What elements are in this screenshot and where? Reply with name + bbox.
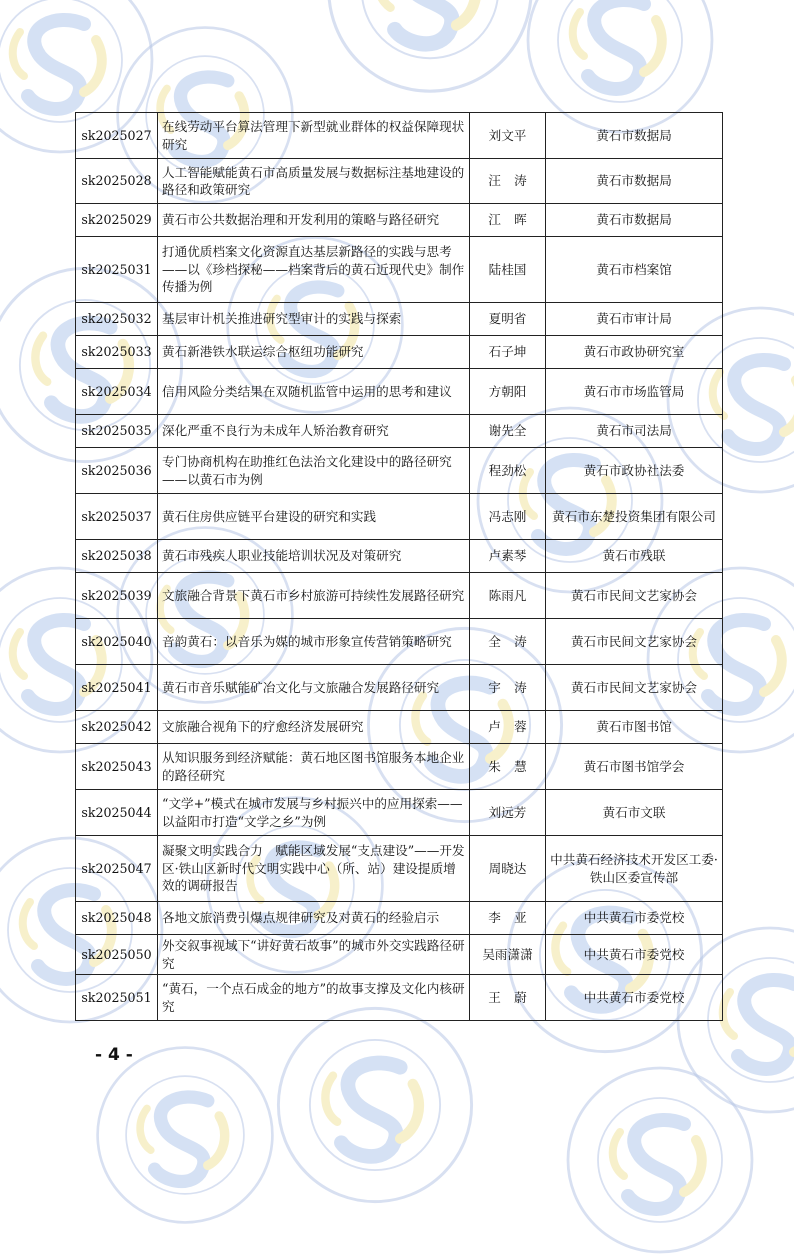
project-title-cell: 从知识服务到经济赋能：黄石地区图书馆服务本地企业的路径研究 [158,744,470,790]
project-title-cell: 外交叙事视域下“讲好黄石故事”的城市外交实践路径研究 [158,935,470,975]
project-lead-name: 陆桂国 [488,261,527,277]
project-organization-cell: 中共黄石市委党校 [546,975,723,1021]
project-title-cell: 黄石住房供应链平台建设的研究和实践 [158,494,470,540]
project-title-cell: 黄石市公共数据治理和开发利用的策略与路径研究 [158,204,470,237]
project-lead-name: 谢先全 [488,423,527,439]
project-title-cell: 打通优质档案文化资源直达基层新路径的实践与思考——以《珍档探秘——档案背后的黄石近现代史》制作传播为例 [158,237,470,303]
project-organization-cell: 黄石市司法局 [546,415,723,448]
table-row [76,159,723,204]
project-id-cell: sk2025042 [76,711,158,744]
project-organization-cell: 黄石市图书馆 [546,711,723,744]
watermark-stamp-icon [560,1060,760,1260]
project-lead-cell [470,113,546,159]
project-organization-cell: 黄石市文联 [546,790,723,836]
project-organization-cell: 黄石市档案馆 [546,237,723,303]
project-lead-cell [470,935,546,975]
project-lead-name: 刘文平 [488,127,527,143]
project-organization-cell: 中共黄石市委党校 [546,935,723,975]
project-id-cell: sk2025048 [76,902,158,935]
project-organization-cell: 中共黄石经济技术开发区工委·铁山区委宣传部 [546,836,723,902]
project-title-cell: 文旅融合视角下的疗愈经济发展研究 [158,711,470,744]
project-lead-name: 卢素琴 [488,548,527,564]
project-title-cell: “文学+”模式在城市发展与乡村振兴中的应用探索——以益阳市打造“文学之乡”为例 [158,790,470,836]
project-lead-cell [470,836,546,902]
project-lead-name: 夏明省 [488,311,527,327]
project-organization-cell: 黄石市东楚投资集团有限公司 [546,494,723,540]
project-id-cell: sk2025028 [76,159,158,204]
table-row [76,744,723,790]
project-organization-cell: 黄石市数据局 [546,204,723,237]
table-row [76,935,723,975]
project-lead-cell [470,790,546,836]
project-lead-cell [470,494,546,540]
project-lead-name: 宇涛 [488,679,540,695]
table-row [76,902,723,935]
project-lead-cell [470,369,546,415]
project-lead-name: 周晓达 [488,860,527,876]
table-row [76,665,723,711]
project-lead-cell [470,744,546,790]
project-lead-cell [470,415,546,448]
project-lead-cell [470,665,546,711]
project-id-cell: sk2025037 [76,494,158,540]
project-id-cell: sk2025031 [76,237,158,303]
project-title-cell: 黄石市残疾人职业技能培训状况及对策研究 [158,540,470,573]
table-row [76,711,723,744]
project-lead-cell [470,448,546,494]
project-lead-name: 朱慧 [488,758,540,774]
project-id-cell: sk2025032 [76,303,158,336]
project-lead-cell [470,303,546,336]
project-title-cell: 各地文旅消费引爆点规律研究及对黄石的经验启示 [158,902,470,935]
table-row [76,790,723,836]
project-id-cell: sk2025043 [76,744,158,790]
project-title-cell: 黄石市音乐赋能矿冶文化与文旅融合发展路径研究 [158,665,470,711]
project-id-cell: sk2025034 [76,369,158,415]
project-table [75,112,723,1021]
project-organization-cell: 黄石市政协研究室 [546,336,723,369]
table-row [76,540,723,573]
table-row [76,494,723,540]
project-organization-cell: 黄石市数据局 [546,113,723,159]
project-title-cell: 文旅融合背景下黄石市乡村旅游可持续性发展路径研究 [158,573,470,619]
project-lead-name: 汪涛 [488,173,540,189]
project-lead-name: 陈雨凡 [488,587,527,603]
project-lead-name: 李亚 [488,910,540,926]
watermark-stamp-icon [90,1040,280,1230]
project-id-cell: sk2025047 [76,836,158,902]
project-id-cell: sk2025036 [76,448,158,494]
project-lead-name: 冯志刚 [488,508,527,524]
project-title-cell: 专门协商机构在助推红色法治文化建设中的路径研究——以黄石市为例 [158,448,470,494]
table-row [76,573,723,619]
table-row [76,336,723,369]
project-lead-cell [470,619,546,665]
project-id-cell: sk2025040 [76,619,158,665]
project-title-cell: “黄石，一个点石成金的地方”的故事支撑及文化内核研究 [158,975,470,1021]
project-lead-cell [470,237,546,303]
project-title-cell: 在线劳动平台算法管理下新型就业群体的权益保障现状研究 [158,113,470,159]
project-title-cell: 信用风险分类结果在双随机监管中运用的思考和建议 [158,369,470,415]
project-lead-name: 全涛 [488,633,540,649]
table-row [76,113,723,159]
table-row [76,448,723,494]
project-lead-name: 刘远芳 [488,804,527,820]
project-lead-name: 程劲松 [488,462,527,478]
project-id-cell: sk2025038 [76,540,158,573]
table-body [76,113,723,1021]
watermark-stamp-icon [270,1000,480,1210]
project-lead-cell [470,204,546,237]
project-id-cell: sk2025044 [76,790,158,836]
project-id-cell: sk2025050 [76,935,158,975]
project-lead-name: 卢蓉 [488,719,540,735]
project-lead-cell [470,975,546,1021]
table-row [76,836,723,902]
project-organization-cell: 黄石市民间文艺家协会 [546,665,723,711]
project-organization-cell: 黄石市审计局 [546,303,723,336]
project-id-cell: sk2025039 [76,573,158,619]
project-title-cell: 音韵黄石：以音乐为媒的城市形象宣传营销策略研究 [158,619,470,665]
project-organization-cell: 黄石市图书馆学会 [546,744,723,790]
project-lead-cell [470,573,546,619]
project-title-cell: 人工智能赋能黄石市高质量发展与数据标注基地建设的路径和政策研究 [158,159,470,204]
project-id-cell: sk2025029 [76,204,158,237]
project-lead-name: 王蔚 [488,989,540,1005]
watermark-stamp-icon [320,0,540,100]
project-lead-cell [470,711,546,744]
project-organization-cell: 黄石市残联 [546,540,723,573]
table-row [76,975,723,1021]
project-lead-cell [470,902,546,935]
project-lead-name: 石子坤 [488,344,527,360]
project-organization-cell: 黄石市民间文艺家协会 [546,619,723,665]
project-id-cell: sk2025027 [76,113,158,159]
project-lead-cell [470,540,546,573]
table-row [76,303,723,336]
project-organization-cell: 中共黄石市委党校 [546,902,723,935]
project-id-cell: sk2025035 [76,415,158,448]
table-row [76,369,723,415]
project-lead-name: 吴雨潇潇 [482,946,533,962]
project-title-cell: 基层审计机关推进研究型审计的实践与探索 [158,303,470,336]
project-organization-cell: 黄石市数据局 [546,159,723,204]
project-organization-cell: 黄石市政协社法委 [546,448,723,494]
project-organization-cell: 黄石市民间文艺家协会 [546,573,723,619]
project-id-cell: sk2025051 [76,975,158,1021]
table-row [76,237,723,303]
project-organization-cell: 黄石市市场监管局 [546,369,723,415]
project-lead-cell [470,336,546,369]
table-row [76,619,723,665]
page-number: - 4 - [95,1045,133,1065]
project-title-cell: 深化严重不良行为未成年人矫治教育研究 [158,415,470,448]
project-id-cell: sk2025041 [76,665,158,711]
project-title-cell: 凝聚文明实践合力 赋能区域发展“支点建设”——开发区·铁山区新时代文明实践中心（所、站）建设提质增效的调研报告 [158,836,470,902]
table-row [76,415,723,448]
table-row [76,204,723,237]
project-lead-name: 方朝阳 [488,383,527,399]
project-lead-cell [470,159,546,204]
project-title-cell: 黄石新港铁水联运综合枢纽功能研究 [158,336,470,369]
project-id-cell: sk2025033 [76,336,158,369]
project-lead-name: 江晖 [488,212,540,228]
